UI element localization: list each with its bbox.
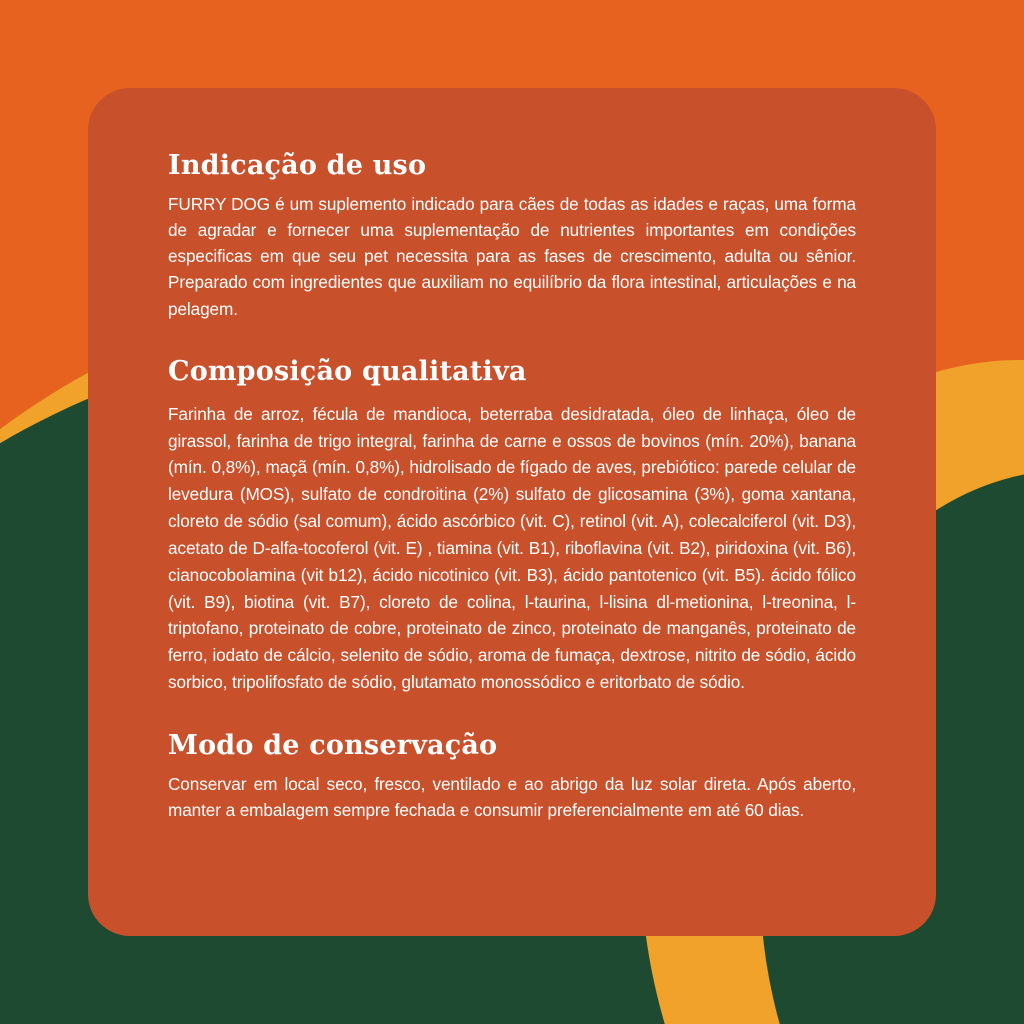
section-indicacao-de-uso [168, 150, 856, 322]
section-text-composicao: Farinha de arroz, fécula de mandioca, beterraba desidratada, óleo de linhaça, óleo de girassol, farinha de trigo integral, farinha de carne e ossos de bovinos (mín. 20%), banana (mín. 0,8%), maçã (mín. 0,8%), hidrolisado de fígado de aves, prebiótico: parede celular de levedura (MOS), sulfato de condroitina (2%) sulfato de glicosamina (3%), goma xantana, cloreto de sódio (sal comum), ácido ascórbico (vit. C), retinol (vit. A), colecalciferol (vit. D3), acetato de D-alfa-tocoferol (vit. E) , tiamina (vit. B1), riboflavina (vit. B2), piridoxina (vit. B6), cianocobolamina (vit b12), ácido nicotinico (vit. B3), ácido pantotenico (vit. B5). ácido fólico (vit. B9), biotina (vit. B7), cloreto de colina, l-taurina, l-lisina dl-metionina, l-treonina, l-triptofano, proteinato de cobre, proteinato de zinco, proteinato de manganês, proteinato de ferro, iodato de cálcio, selenito de sódio, aroma de fumaça, dextrose, nitrito de sódio, ácido sorbico, tripolifosfato de sódio, glutamato monossódico e eritorbato de sódio. [168, 403, 856, 692]
info-card [88, 88, 936, 936]
section-modo-de-conservacao [168, 730, 856, 823]
section-heading-composicao: Composição qualitativa [168, 355, 527, 387]
section-heading-conservacao: Modo de conservação [168, 729, 498, 761]
section-composicao-qualitativa [168, 356, 856, 696]
section-text-indicacao: FURRY DOG é um suplemento indicado para cães de todas as idades e raças, uma forma de agradar e fornecer uma suplementação de nutrientes importantes em condições especificas em que seu pet necessita para as fases de crescimento, adulta ou sênior. Preparado com ingredientes que auxiliam no equilíbrio da flora intestinal, articulações e na pelagem. [168, 194, 856, 319]
section-heading-indicacao: Indicação de uso [168, 150, 427, 181]
section-text-conservacao: Conservar em local seco, fresco, ventilado e ao abrigo da luz solar direta. Após aberto, manter a embalagem sempre fechada e consumir preferencialmente em até 60 dias. [168, 773, 856, 820]
